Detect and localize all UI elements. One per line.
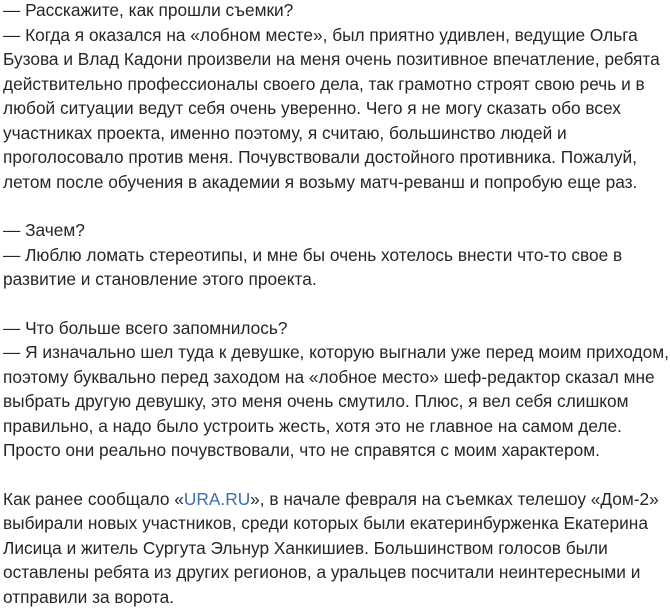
news-line: оставлены ребята из других регионов, а уральцев посчитали неинтересными и: [3, 562, 641, 582]
answer-line: поэтому буквально перед заходом на «лобное место» шеф-редактор сказал мне: [3, 366, 655, 387]
answer-line: летом после обучения в академии я возьму матч-реванш и попробую еще раз.: [3, 171, 638, 192]
answer-line: Бузова и Влад Кадони произвели на меня очень позитивное впечатление, ребята: [3, 49, 660, 69]
interview-question: — Расскажите, как прошли съемки?: [3, 0, 294, 20]
interview-question: — Зачем?: [3, 220, 85, 240]
answer-line: любой ситуации ведут себя очень уверенно. Чего я не могу сказать обо всех: [3, 98, 621, 118]
answer-line: — Я изначально шел туда к девушке, которую выгнали уже перед моим приходом,: [3, 342, 669, 362]
paragraph-spacer: [3, 194, 670, 218]
answer-line: — Когда я оказался на «лобном месте», был приятно удивлен, ведущие Ольга: [3, 24, 638, 45]
ura-ru-link[interactable]: URA.RU: [183, 488, 251, 509]
answer-line: проголосовало против меня. Почувствовали достойного противника. Пожалуй,: [3, 147, 637, 167]
answer-line: выбрать другую девушку, это меня очень смутило. Плюс, я вел себя слишком: [3, 391, 629, 411]
answer-line: развитие и становление этого проекта.: [3, 269, 317, 289]
answer-line: правильно, а надо было устроить жесть, хотя это не главное на самом деле.: [3, 415, 622, 436]
interview-question: — Что больше всего запомнилось?: [3, 317, 288, 338]
news-text: », в начале февраля на съемках телешоу «Дом-2»: [250, 488, 659, 509]
answer-line: Просто они реально почувствовали, что не справятся с моим характером.: [3, 440, 600, 460]
answer-line: — Люблю ломать стереотипы, и мне бы очень хотелось внести что-то свое в: [3, 244, 623, 265]
paragraph-spacer: [3, 463, 670, 487]
interview-block-memorable: [3, 316, 670, 463]
interview-block-filming: [3, 0, 670, 194]
news-text: Как ранее сообщало «: [3, 488, 184, 509]
paragraph-spacer: [3, 292, 670, 316]
answer-line: действительно профессионалы своего дела, так грамотно строят свою речь и в: [3, 73, 645, 94]
answer-line: участниках проекта, именно поэтому, я считаю, большинство людей и: [3, 122, 567, 143]
news-line: Лисица и житель Сургута Эльнур Ханкишиев. Большинством голосов были: [3, 537, 608, 558]
news-line: выбирали новых участников, среди которых были екатеринбурженка Екатерина: [3, 513, 648, 533]
interview-block-why: [3, 218, 670, 292]
news-paragraph: [3, 487, 670, 610]
news-line: отправили за ворота.: [3, 586, 175, 607]
news-line: [3, 487, 670, 512]
